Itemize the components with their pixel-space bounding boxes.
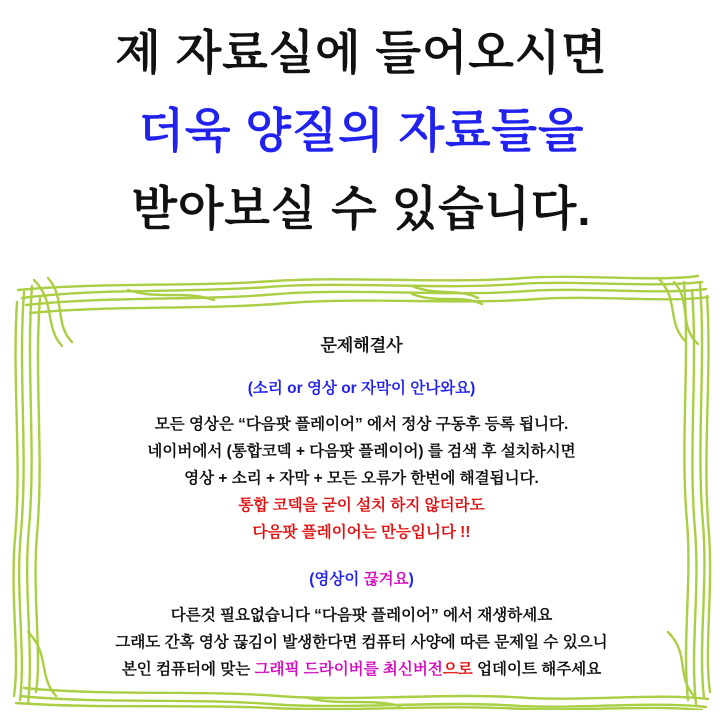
last-line-prefix: 본인 컴퓨터에 맞는 — [121, 661, 255, 678]
headline-line-2: 더욱 양질의 자료들을 — [138, 104, 585, 157]
last-line-mid: 으로 — [442, 661, 473, 678]
section1-line-3: 영상 + 소리 + 자막 + 모든 오류가 한번에 해결됩니다. — [184, 470, 539, 487]
last-line-suffix: 업데이트 해주세요 — [472, 661, 602, 678]
spacer — [40, 366, 683, 375]
headline-block — [0, 14, 723, 248]
section2-heading — [40, 566, 683, 593]
section1-emphasis-2: 다음팟 플레이어는 만능입니다 !! — [252, 524, 471, 541]
content-block — [40, 332, 683, 683]
headline-line-3: 받아보실 수 있습니다. — [131, 182, 592, 235]
section1-heading: (소리 or 영상 or 자막이 안나와요) — [247, 380, 476, 397]
section2-line-2: 그래도 간혹 영상 끊김이 발생한다면 컴퓨터 사양에 따른 문제일 수 있으니 — [115, 634, 608, 651]
section1-line-1: 모든 영상은 “다음팟 플레이어” 에서 정상 구동후 등록 됩니다. — [154, 416, 569, 433]
section2-last-line — [40, 656, 683, 683]
section1-line-2: 네이버에서 (통합코덱 + 다음팟 플레이어) 를 검색 후 설치하시면 — [147, 443, 576, 460]
headline-line-1: 제 자료실에 들어오시면 — [115, 26, 608, 79]
section2-heading-suffix: ) — [408, 571, 414, 588]
section2-line-1: 다른것 필요없습니다 “다음팟 플레이어” 에서 재생하세요 — [170, 607, 553, 624]
section2-heading-prefix: (영상이 — [309, 571, 364, 588]
section2-heading-highlight: 끊겨요 — [363, 571, 409, 588]
spacer — [40, 402, 683, 411]
spacer — [40, 593, 683, 602]
spacer — [40, 546, 683, 566]
last-line-highlight: 그래픽 드라이버를 최신버전 — [254, 661, 443, 678]
section1-emphasis-1: 통합 코덱을 굳이 설치 하지 않더라도 — [238, 497, 485, 514]
content-title: 문제해결사 — [320, 336, 403, 355]
